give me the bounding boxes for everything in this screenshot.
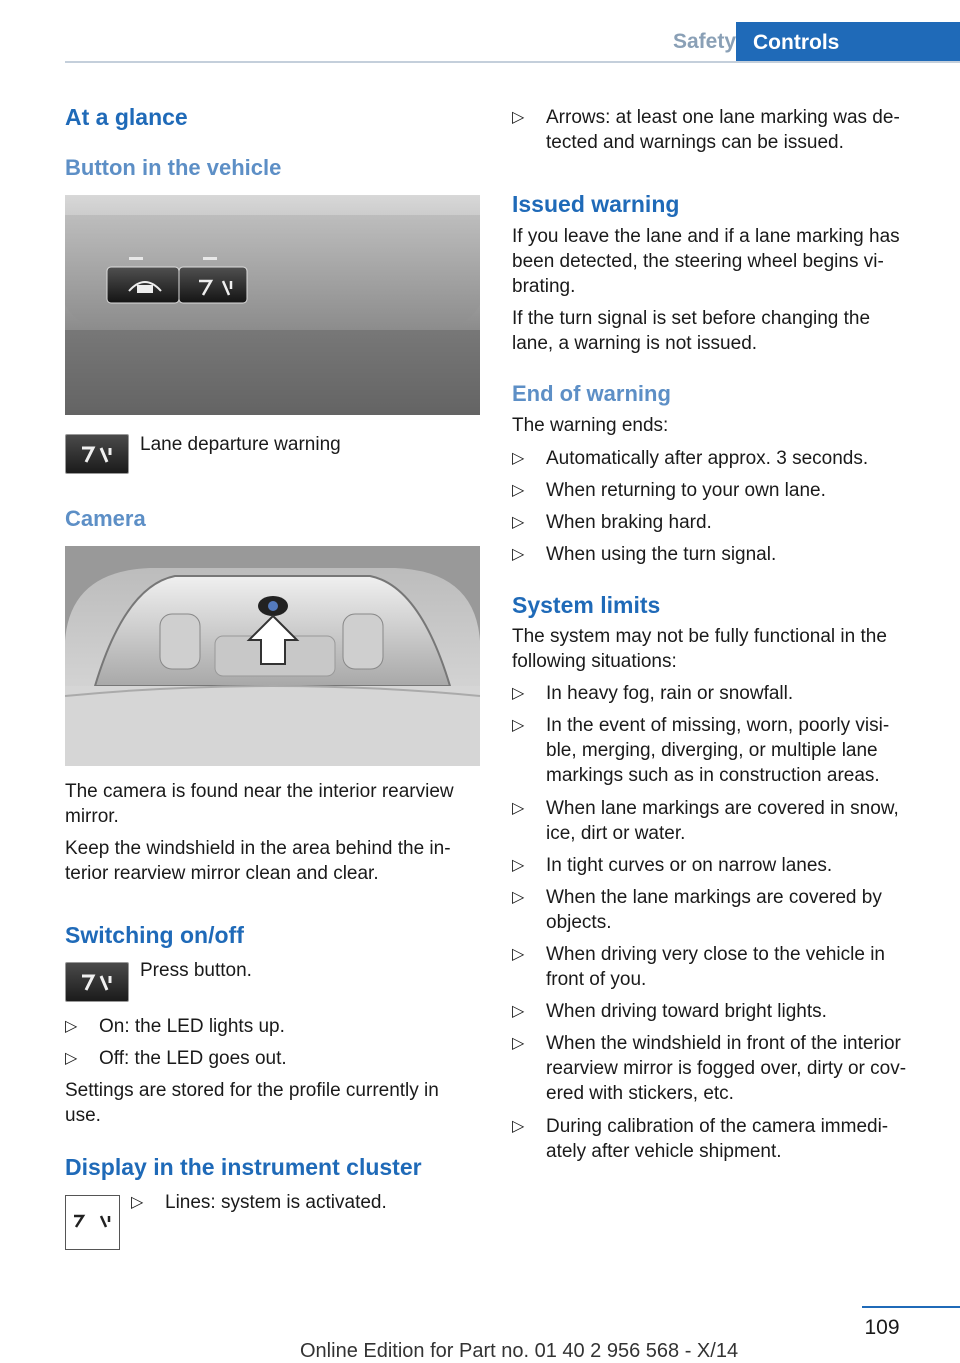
heading-button-in-vehicle: Button in the vehicle (65, 155, 282, 180)
camera-paragraph-2: Keep the windshield in the area behind the in- terior rearview mirror clean and clear. (65, 838, 451, 884)
tab-safety: Safety (672, 30, 736, 53)
bullet-icon: ▷ (512, 717, 525, 734)
end-item: When braking hard. (546, 512, 712, 533)
bullet-icon: ▷ (512, 1003, 525, 1020)
end-item: When returning to your own lane. (546, 480, 826, 501)
bullet-icon: ▷ (512, 946, 525, 963)
footer-divider (862, 1306, 960, 1308)
heading-camera: Camera (65, 506, 146, 531)
limits-item: When lane markings are covered in snow, ice, dirt or water. (546, 798, 899, 844)
bullet-icon: ▷ (512, 857, 525, 874)
bullet-icon: ▷ (512, 1118, 525, 1135)
lane-departure-button-icon (65, 434, 129, 474)
issued-paragraph-2: If the turn signal is set before changing the lane, a warning is not issued. (512, 308, 871, 354)
bullet-icon: ▷ (512, 109, 525, 126)
camera-paragraph-1: The camera is found near the interior rearview mirror. (65, 781, 454, 827)
bullet-icon: ▷ (512, 546, 525, 563)
limits-item: When driving very close to the vehicle in front of you. (546, 944, 885, 990)
camera-photo (65, 546, 480, 766)
limits-item: When the windshield in front of the interior rearview mirror is fogged over, dirty or cov- ered with stickers, etc. (546, 1033, 907, 1104)
end-intro: The warning ends: (512, 415, 669, 436)
heading-issued-warning: Issued warning (512, 191, 680, 217)
issued-paragraph-1: If you leave the lane and if a lane marking has been detected, the steering wheel begins vi- brating. (512, 226, 900, 297)
display-item-lines: Lines: system is activated. (165, 1192, 387, 1213)
lines-display-icon (65, 1195, 120, 1250)
header-divider (65, 61, 960, 63)
heading-display-cluster: Display in the instrument cluster (65, 1154, 422, 1180)
end-item: When using the turn signal. (546, 544, 777, 565)
buttons-photo (65, 195, 480, 415)
heading-switching: Switching on/off (65, 922, 244, 948)
heading-end-of-warning: End of warning (512, 381, 671, 406)
bullet-icon: ▷ (65, 1018, 78, 1035)
lane-departure-button-icon-2 (65, 962, 129, 1002)
settings-paragraph: Settings are stored for the profile currently in use. (65, 1080, 439, 1126)
press-button-text: Press button. (140, 960, 252, 981)
bullet-icon: ▷ (512, 889, 525, 906)
limits-item: In heavy fog, rain or snowfall. (546, 683, 794, 704)
bullet-icon: ▷ (512, 514, 525, 531)
bullet-icon: ▷ (512, 450, 525, 467)
bullet-icon: ▷ (512, 800, 525, 817)
edition-footer: Online Edition for Part no. 01 40 2 956 568 - X/14 (300, 1340, 739, 1362)
lane-departure-label: Lane departure warning (140, 434, 341, 455)
limits-intro: The system may not be fully functional in the following situations: (512, 626, 887, 672)
bullet-icon: ▷ (131, 1194, 144, 1211)
page-number: 109 (864, 1316, 900, 1339)
end-item: Automatically after approx. 3 seconds. (546, 448, 869, 469)
limits-item: When the lane markings are covered by objects. (546, 887, 882, 933)
limits-item: In tight curves or on narrow lanes. (546, 855, 833, 876)
limits-item: In the event of missing, worn, poorly visi- ble, merging, diverging, or multiple lane markings such as in construction areas. (546, 715, 890, 786)
heading-at-a-glance: At a glance (65, 104, 188, 130)
bullet-icon: ▷ (65, 1050, 78, 1067)
bullet-icon: ▷ (512, 685, 525, 702)
limits-item: When driving toward bright lights. (546, 1001, 827, 1022)
switch-item-on: On: the LED lights up. (99, 1016, 285, 1037)
tab-controls: Controls (736, 22, 960, 63)
bullet-icon: ▷ (512, 482, 525, 499)
switch-item-off: Off: the LED goes out. (99, 1048, 287, 1069)
display-item-arrows: Arrows: at least one lane marking was de- tected and warnings can be issued. (546, 107, 900, 153)
heading-system-limits: System limits (512, 592, 661, 618)
bullet-icon: ▷ (512, 1035, 525, 1052)
limits-item: During calibration of the camera immedi- ately after vehicle shipment. (546, 1116, 889, 1162)
